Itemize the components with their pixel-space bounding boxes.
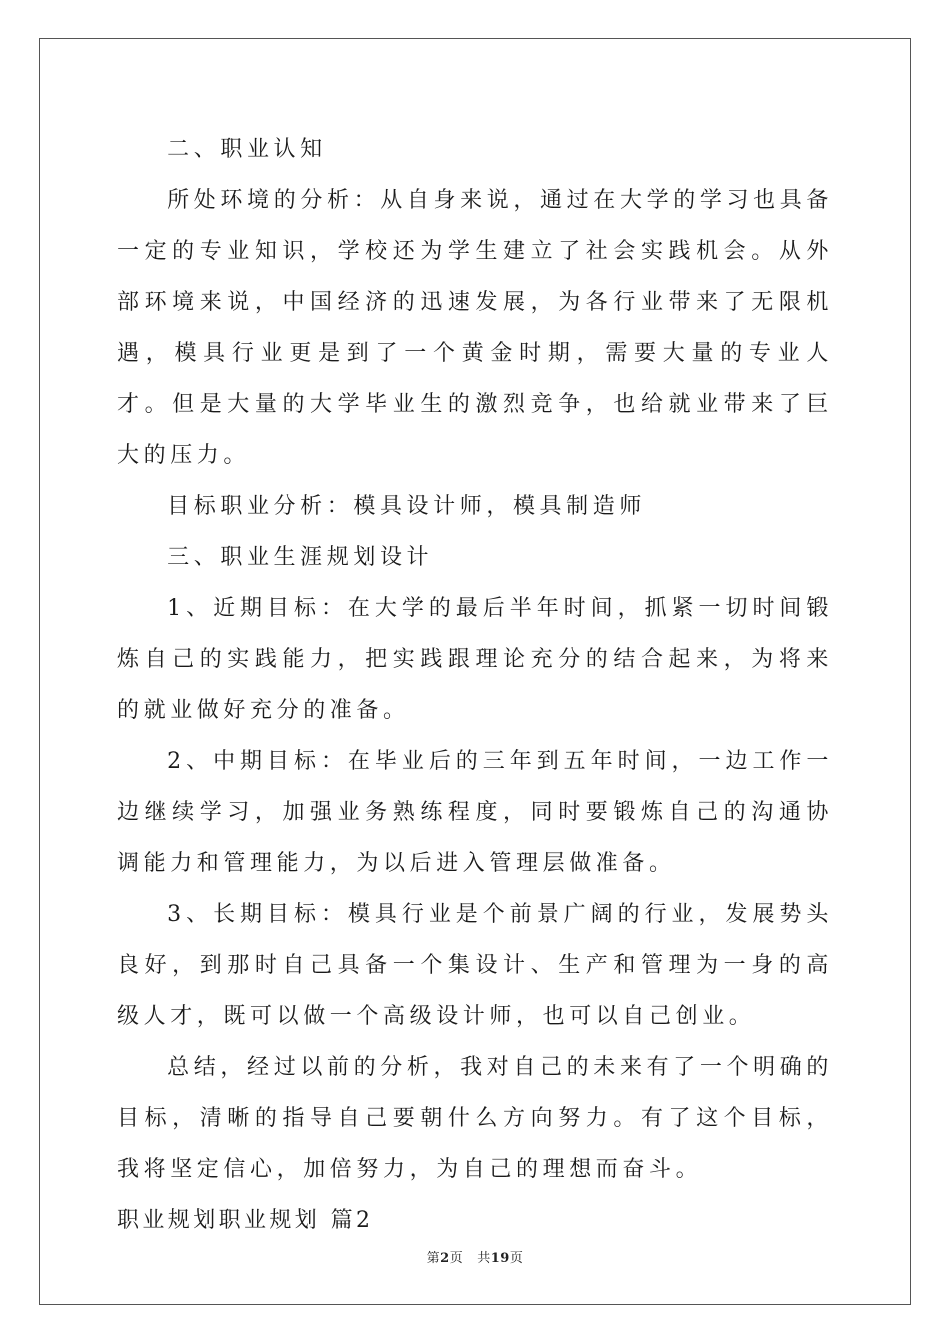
page-footer [0, 1247, 950, 1266]
section-heading-career-cognition: 二、职业认知 [167, 137, 327, 162]
paragraph-mid-term-goal: 2、中期目标：在毕业后的三年到五年时间，一边工作一边继续学习，加强业务熟练程度，同时要锻炼自己的沟通协调能力和管理能力，为以后进入管理层做准备。 [117, 749, 833, 876]
footer-page-number: 2 [440, 1251, 450, 1266]
paragraph-short-term-goal: 1、近期目标：在大学的最后半年时间，抓紧一切时间锻炼自己的实践能力，把实践跟理论充分的结合起来，为将来的就业做好充分的准备。 [117, 596, 833, 723]
paragraph-long-term-goal: 3、长期目标：模具行业是个前景广阔的行业，发展势头良好，到那时自己具备一个集设计、生产和管理为一身的高级人才，既可以做一个高级设计师，也可以自己创业。 [117, 902, 833, 1029]
paragraph-summary: 总结，经过以前的分析，我对自己的未来有了一个明确的目标，清晰的指导自己要朝什么方向努力。有了这个目标，我将坚定信心，加倍努力，为自己的理想而奋斗。 [117, 1055, 833, 1182]
footer-page-prefix: 第 [426, 1251, 441, 1266]
section-heading-career-planning: 三、职业生涯规划设计 [167, 545, 434, 570]
footer-page-suffix: 页 [449, 1251, 464, 1266]
paragraph-target-career: 目标职业分析：模具设计师，模具制造师 [167, 494, 646, 519]
document-body [117, 124, 833, 1246]
footer-total-prefix: 共 [477, 1251, 491, 1266]
paragraph-environment-analysis: 所处环境的分析：从自身来说，通过在大学的学习也具备一定的专业知识，学校还为学生建立了社会实践机会。从外部环境来说，中国经济的迅速发展，为各行业带来了无限机遇，模具行业更是到了一个黄金时期，需要大量的专业人才。但是大量的大学毕业生的激烈竞争，也给就业带来了巨大的压力。 [117, 188, 833, 468]
footer-total-pages: 19 [490, 1251, 510, 1266]
footer-total-suffix: 页 [509, 1251, 524, 1266]
article-title-part-2: 职业规划职业规划 篇2 [117, 1208, 374, 1233]
